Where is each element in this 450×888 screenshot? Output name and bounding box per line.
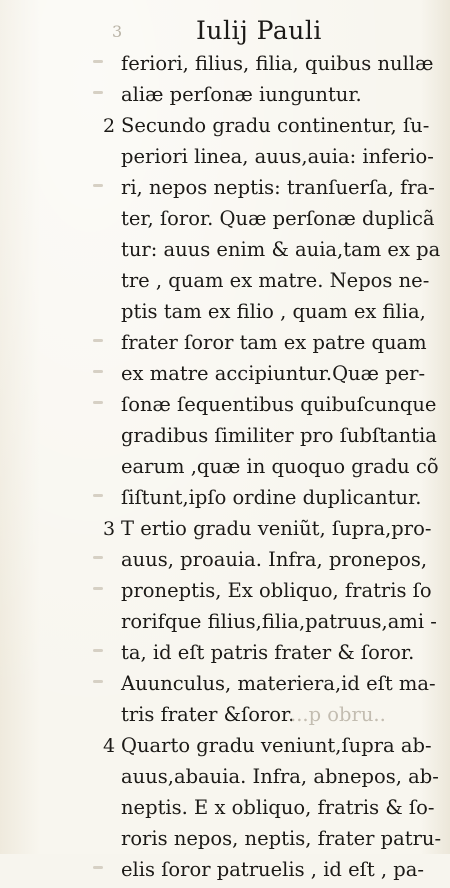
line-text: ſiſtunt,ipſo ordine duplicantur.: [121, 486, 422, 509]
running-header: [0, 16, 450, 50]
text-line: [0, 360, 450, 392]
line-text: roris nepos, neptis, frater patru-: [121, 827, 442, 850]
text-line: [0, 298, 450, 330]
text-line: [0, 453, 450, 485]
paragraph-number: 4: [103, 735, 116, 757]
text-line: [0, 236, 450, 268]
text-line: [0, 484, 450, 516]
line-text: Auunculus, materiera,id eſt ma-: [121, 672, 436, 695]
line-text: gradibus ſimiliter pro ſubſtantia: [121, 424, 437, 447]
text-line: [0, 174, 450, 206]
text-line: [0, 577, 450, 609]
text-line: [0, 732, 450, 764]
line-text: tre , quam ex matre. Nepos ne-: [121, 269, 430, 292]
line-text: auus, proauia. Infra, pronepos,: [121, 548, 428, 571]
line-text: neptis. E x obliquo, fratris & ſo-: [121, 796, 435, 819]
line-text: ſonæ ſequentibus quibuſcunque: [121, 393, 437, 416]
line-text: T ertio gradu veniũt, ſupra,pro-: [121, 517, 432, 540]
text-line: [0, 205, 450, 237]
text-line: [0, 794, 450, 826]
line-text: earum ,quæ in quoquo gradu cõ: [121, 455, 439, 478]
text-line: [0, 267, 450, 299]
text-line: [0, 143, 450, 175]
text-line: [0, 701, 450, 733]
paragraph-number: 2: [103, 115, 116, 137]
line-text: proneptis, Ex obliquo, fratris ſo: [121, 579, 432, 602]
text-line: [0, 856, 450, 888]
paragraph-number: 3: [103, 518, 116, 540]
line-text: elis ſoror patruelis , id eſt , pa-: [121, 858, 425, 881]
text-line: [0, 391, 450, 423]
line-text: ptis tam ex filio , quam ex filia,: [121, 300, 426, 323]
page-number: 3: [112, 22, 123, 41]
bleed-through-text: ...p obru..: [290, 703, 386, 726]
text-line: [0, 422, 450, 454]
line-text: frater ſoror tam ex patre quam: [121, 331, 427, 354]
text-line: [0, 763, 450, 795]
text-line: [0, 515, 450, 547]
line-text: Quarto gradu veniunt,ſupra ab-: [121, 734, 432, 757]
text-line: [0, 329, 450, 361]
line-text: ta, id eſt patris frater & ſoror.: [121, 641, 415, 664]
line-text: auus,abauia. Infra, abnepos, ab-: [121, 765, 439, 788]
text-line: [0, 825, 450, 857]
line-text: feriori, filius, filia, quibus nullæ: [121, 52, 434, 75]
text-line: [0, 639, 450, 671]
line-text: ter, ſoror. Quæ perſonæ duplicã: [121, 207, 435, 230]
text-line: [0, 608, 450, 640]
text-line: [0, 50, 450, 82]
line-text: rorifque filius,filia,patruus,ami -: [121, 610, 437, 633]
line-text: ex matre accipiuntur.Quæ per-: [121, 362, 426, 385]
text-line: [0, 112, 450, 144]
line-text: tur: auus enim & auia,tam ex pa: [121, 238, 441, 261]
line-text: tris frater &ſoror.: [121, 703, 295, 726]
text-line: [0, 546, 450, 578]
line-text: Secundo gradu continentur, ſu-: [121, 114, 430, 137]
line-text: ri, nepos neptis: tranſuerſa, fra-: [121, 176, 435, 199]
text-line: [0, 670, 450, 702]
running-title: Iulij Pauli: [196, 16, 322, 45]
line-text: aliæ perſonæ iunguntur.: [121, 83, 362, 106]
text-line: [0, 81, 450, 113]
line-text: periori linea, auus,auia: inferio-: [121, 145, 434, 168]
